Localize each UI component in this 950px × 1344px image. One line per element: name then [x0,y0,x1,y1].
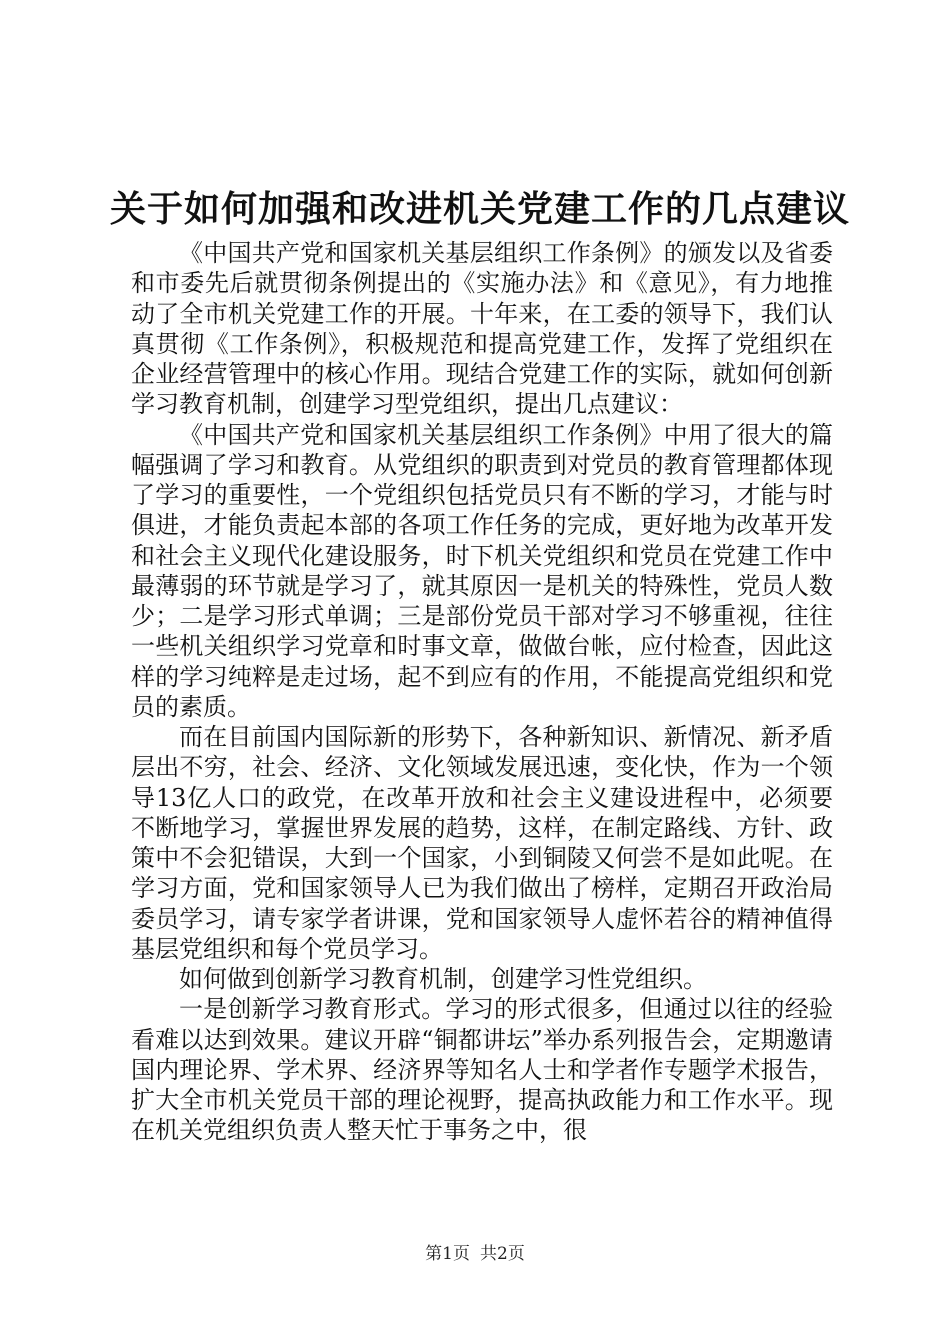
paragraph-question: 如何做到创新学习教育机制，创建学习性党组织。 [179,965,707,993]
paragraph-point-one: 一是创新学习教育形式。学习的形式很多，但通过以往的经验看难以达到效果。建议开辟“铜都讲坛”举办系列报告会，定期邀请国内理论界、学术界、经济界等知名人士和学者作专题学术报告，扩大全市机关党员干部的理论视野，提高执政能力和工作水平。现在机关党组织负责人整天忙于事务之中，很 [131,995,833,1145]
paragraph-situation: 而在目前国内国际新的形势下，各种新知识、新情况、新矛盾层出不穷，社会、经济、文化领域发展迅速，变化快，作为一个领导13亿人口的政党，在改革开放和社会主义建设进程中，必须要不断地学习，掌握世界发展的趋势，这样，在制定路线、方针、政策中不会犯错误，大到一个国家，小到铜陵又何尝不是如此呢。在学习方面，党和国家领导人已为我们做出了榜样，定期召开政治局委员学习，请专家学者讲课，党和国家领导人虚怀若谷的精神值得基层党组织和每个党员学习。 [131,723,833,963]
page-number: 第1页 [425,1244,470,1264]
page-footer [0,1242,950,1266]
paragraph-intro: 《中国共产党和国家机关基层组织工作条例》的颁发以及省委和市委先后就贯彻条例提出的《实施办法》和《意见》，有力地推动了全市机关党建工作的开展。十年来，在工委的领导下，我们认真贯彻《工作条例》，积极规范和提高党建工作，发挥了党组织在企业经营管理中的核心作用。现结合党建工作的实际，就如何创新学习教育机制，创建学习型党组织，提出几点建议： [131,239,833,419]
document-title: 关于如何加强和改进机关党建工作的几点建议 [110,189,851,230]
document-body [131,238,833,1146]
paragraph-regulation: 《中国共产党和国家机关基层组织工作条例》中用了很大的篇幅强调了学习和教育。从党组织的职责到对党员的教育管理都体现了学习的重要性，一个党组织包括党员只有不断的学习，才能与时俱进，才能负责起本部的各项工作任务的完成，更好地为改革开发和社会主义现代化建设服务，时下机关党组织和党员在党建工作中最薄弱的环节就是学习了，就其原因一是机关的特殊性，党员人数少；二是学习形式单调；三是部份党员干部对学习不够重视，往往一些机关组织学习党章和时事文章，做做台帐，应付检查，因此这样的学习纯粹是走过场，起不到应有的作用，不能提高党组织和党员的素质。 [131,420,833,721]
page-total: 共2页 [480,1244,525,1264]
